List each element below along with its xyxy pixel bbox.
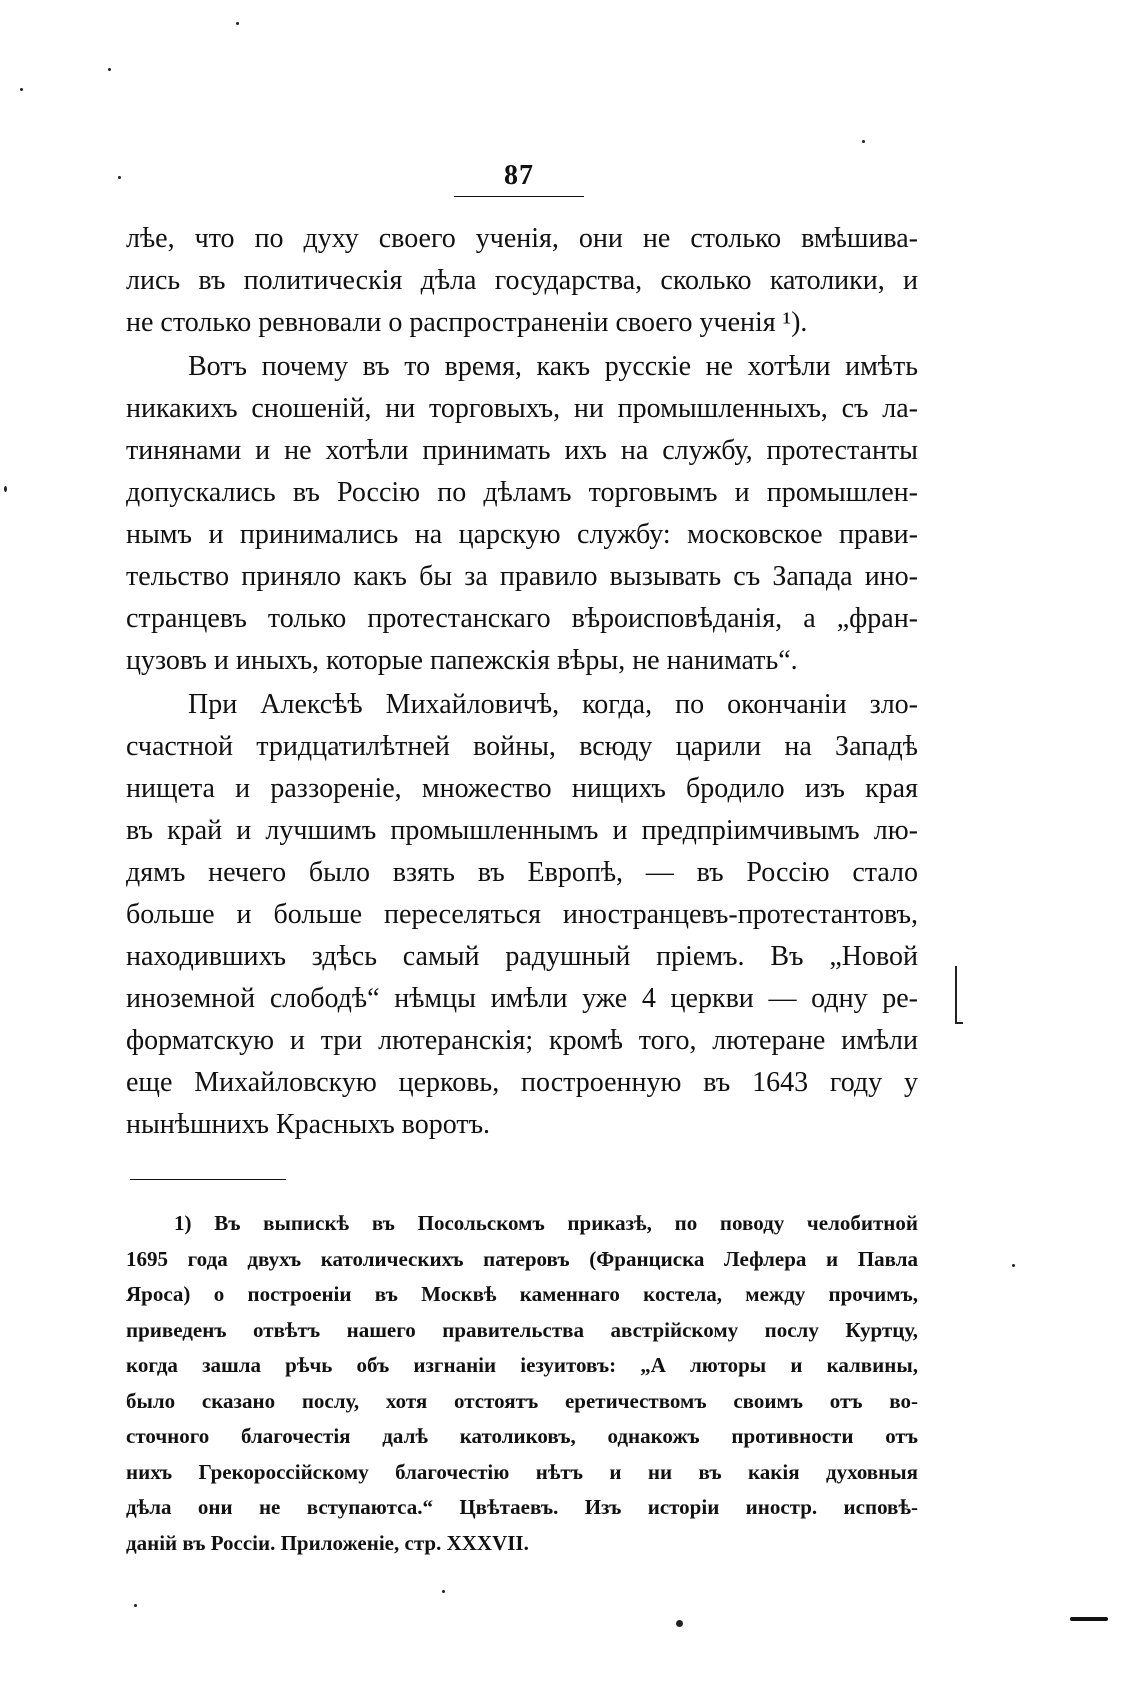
footnote-line: даній въ Россіи. Приложеніе, стр. XXXVII. <box>126 1530 529 1555</box>
body-line: нищета и раззореніе, множество нищихъ бродило изъ края <box>126 773 918 804</box>
footnote-line: когда зашла рѣчь объ изгнаніи іезуитовъ: „А люторы и калвины, <box>126 1353 918 1377</box>
body-line: лѣе, что по духу своего ученія, они не столько вмѣшива- <box>126 223 918 254</box>
body-line: тельство приняло какъ бы за правило вызывать съ Запада ино- <box>126 561 918 592</box>
scan-speck <box>676 1620 683 1627</box>
scan-speck <box>108 68 111 71</box>
body-line: лись въ политическія дѣла государства, сколько католики, и <box>126 265 918 296</box>
scan-speck <box>442 1590 445 1593</box>
body-line: тинянами и не хотѣли принимать ихъ на службу, протестанты <box>126 435 918 466</box>
body-line: странцевъ только протестанскаго вѣроисповѣданія, а „фран- <box>126 603 918 634</box>
body-line: цузовъ и иныхъ, которые папежскія вѣры, не нанимать“. <box>126 645 798 676</box>
scan-speck <box>1012 1264 1015 1267</box>
scan-speck <box>118 176 121 179</box>
body-line: нынѣшнихъ Красныхъ воротъ. <box>126 1109 491 1140</box>
footnote-line: дѣла они не вступаютса.“ Цвѣтаевъ. Изъ исторіи иностр. исповѣ- <box>126 1495 918 1519</box>
footnote-line: приведенъ отвѣтъ нашего правительства австрійскому послу Куртцу, <box>126 1317 918 1342</box>
body-line: счастной тридцатилѣтней войны, всюду царили на Западѣ <box>126 731 918 762</box>
footnote-line: было сказано послу, хотя отстоятъ еретичествомъ своимъ отъ во- <box>126 1388 918 1413</box>
page-number: 87 <box>504 160 534 191</box>
body-line: еще Михайловскую церковь, построенную въ 1643 году у <box>126 1067 918 1098</box>
scan-speck <box>236 22 239 25</box>
body-line: никакихъ сношеній, ни торговыхъ, ни промышленныхъ, съ ла- <box>126 393 918 424</box>
footnote-line: нихъ Грекороссійскому благочестію нѣтъ и ни въ какія духовныя <box>126 1459 918 1484</box>
body-line: иноземной слободѣ“ нѣмцы имѣли уже 4 церкви — одну ре- <box>126 983 918 1014</box>
main-text <box>126 218 918 1146</box>
body-line: нымъ и принимались на царскую службу: московское прави- <box>126 519 918 550</box>
footnote-line: сточного благочестія далѣ католиковъ, однакожъ противности отъ <box>126 1424 918 1448</box>
footnotes <box>126 1206 918 1561</box>
body-line: не столько ревновали о распространеніи своего ученія ¹). <box>126 307 808 338</box>
scan-speck <box>134 1604 137 1607</box>
body-line: дямъ нечего было взять въ Европѣ, — въ Россію стало <box>126 857 918 888</box>
body-line: допускались въ Россію по дѣламъ торговымъ и промышлен- <box>126 477 918 508</box>
footnote-line: 1) Въ выпискѣ въ Посольскомъ приказѣ, по поводу челобитной <box>174 1211 918 1235</box>
margin-bracket <box>955 966 963 1024</box>
footnote-line: 1695 года двухъ католическихъ патеровъ (Франциска Лефлера и Павла <box>126 1246 918 1271</box>
body-line: находившихъ здѣсь самый радушный пріемъ. Въ „Новой <box>126 941 918 972</box>
body-line: При Алексѣѣ Михайловичѣ, когда, по окончаніи зло- <box>188 689 918 720</box>
body-line: больше и больше переселяться иностранцевъ-протестантовъ, <box>126 899 918 930</box>
page-number-rule <box>454 196 584 197</box>
body-line: въ край и лучшимъ промышленнымъ и предпріимчивымъ лю- <box>126 815 918 846</box>
footnote-line: Яроса) о построеніи въ Москвѣ каменнаго костела, между прочимъ, <box>126 1282 918 1306</box>
scan-speck <box>862 140 865 143</box>
scan-speck <box>4 486 7 492</box>
body-line: форматскую и три лютеранскія; кромѣ того, лютеране имѣли <box>126 1025 918 1056</box>
dash-mark <box>1070 1617 1108 1621</box>
footnote-rule <box>130 1179 286 1180</box>
scan-speck <box>20 88 23 91</box>
body-line: Вотъ почему въ то время, какъ русскіе не хотѣли имѣть <box>188 351 918 382</box>
